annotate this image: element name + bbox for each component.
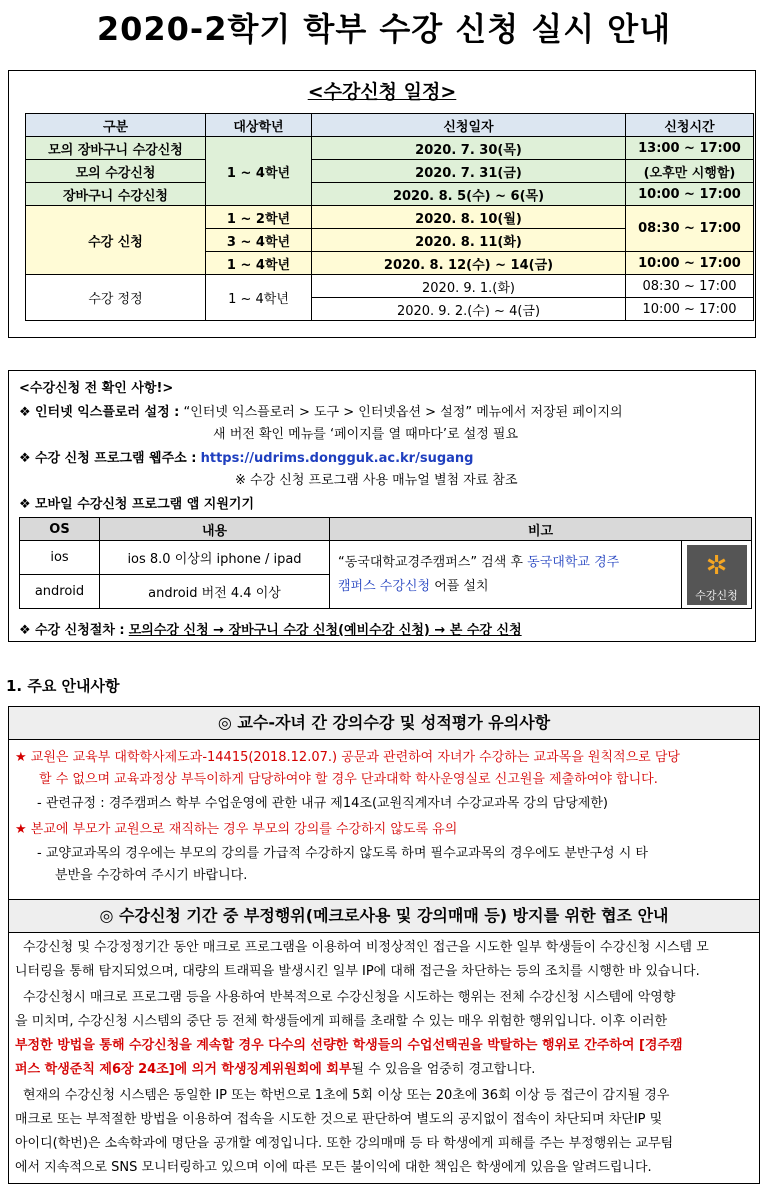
- notice1-a2: 할 수 없으며 교육과정상 부득이하게 담당하여야 할 경우 단과대학 학사운영실로 신고원을 제출하여야 합니다.: [39, 772, 658, 787]
- bullet-icon: ❖: [19, 451, 31, 466]
- os-cell: ios: [20, 541, 100, 575]
- ie-setting-line: [19, 401, 623, 420]
- notice1-b2: - 교양교과목의 경우에는 부모의 강의를 가급적 수강하지 않도록 하며 필수교과목의 경우에도 분반구성 시 타: [37, 846, 648, 861]
- time-cell: 10:00 ~ 17:00: [626, 252, 754, 275]
- desc-cell: android 버전 4.4 이상: [100, 575, 330, 609]
- notice2-p2b: 을 미치며, 수강신청 시스템의 중단 등 전체 학생들에게 피해를 초래할 수 있는 매우 위험한 행위입니다. 이후 이러한: [15, 1014, 668, 1029]
- date-cell: 2020. 8. 11(화): [312, 229, 626, 252]
- header-cell: 신청시간: [626, 114, 754, 137]
- grade-cell: 1 ~ 4학년: [206, 137, 312, 206]
- date-cell: 2020. 7. 30(목): [312, 137, 626, 160]
- schedule-subtitle: <수강신청 일정>: [307, 81, 457, 103]
- mobile-line: [19, 493, 254, 512]
- notice2-p2d-rest: 될 수 있음을 엄중히 경고합니다.: [351, 1062, 536, 1077]
- table-row: [20, 541, 752, 575]
- app-icon-label: 수강신청: [695, 588, 738, 602]
- notice1-a1: 교원은 교육부 대학학사제도과-14415(2018.12.07.) 공문과 관련하여 자녀가 수강하는 교과목을 원칙적으로 담당: [30, 750, 680, 765]
- type-cell: 수강 신청: [26, 206, 206, 275]
- university-logo-icon: ✲: [705, 550, 728, 581]
- date-cell: 2020. 7. 31(금): [312, 160, 626, 183]
- page-title: 2020-2학기 학부 수강 신청 실시 안내: [96, 10, 672, 48]
- notice1-a3: - 관련규정 : 경주캠퍼스 학부 수업운영에 관한 내규 제14조(교원직계자녀 수강교과목 강의 담당제한): [37, 796, 608, 811]
- header-cell: 비고: [330, 518, 752, 541]
- star-icon: ★: [15, 750, 27, 765]
- procedure-label: 수강 신청절차 :: [35, 623, 125, 638]
- date-cell: 2020. 9. 2.(수) ~ 4(금): [312, 298, 626, 321]
- time-cell: (오후만 시행함): [626, 160, 754, 183]
- notice2-p3d: 에서 지속적으로 SNS 모니터링하고 있으며 이에 따른 모든 불이익에 대한 책임은 학생에게 있음을 알려드립니다.: [15, 1160, 652, 1175]
- manual-note: ※ 수강 신청 프로그램 사용 매뉴얼 별첨 자료 참조: [235, 473, 518, 488]
- header-cell: OS: [20, 518, 100, 541]
- time-cell: 08:30 ~ 17:00: [626, 206, 754, 252]
- url-label: 수강 신청 프로그램 웹주소 :: [35, 451, 197, 466]
- table-row: [26, 206, 754, 229]
- bullet-icon: ❖: [19, 623, 31, 638]
- star-icon: ★: [15, 822, 27, 837]
- time-cell: 10:00 ~ 17:00: [626, 183, 754, 206]
- time-cell: 08:30 ~ 17:00: [626, 275, 754, 298]
- type-cell: 장바구니 수강신청: [26, 183, 206, 206]
- header-cell: 대상학년: [206, 114, 312, 137]
- desc-cell: ios 8.0 이상의 iphone / ipad: [100, 541, 330, 575]
- note-cell: [330, 541, 682, 609]
- bullet-icon: ❖: [19, 497, 31, 512]
- date-cell: 2020. 9. 1.(화): [312, 275, 626, 298]
- sugang-app-icon: [687, 545, 747, 605]
- notice2-p2d-red: 퍼스 학생준칙 제6장 24조]에 의거 학생징계위원회에 회부: [15, 1062, 352, 1077]
- notice1-item-b: [15, 819, 457, 841]
- grade-cell: 3 ~ 4학년: [206, 229, 312, 252]
- os-cell: android: [20, 575, 100, 609]
- table-header-row: [20, 518, 752, 541]
- notice1-title: ◎ 교수-자녀 간 강의수강 및 성적평가 유의사항: [9, 707, 759, 740]
- date-cell: 2020. 8. 5(수) ~ 6(목): [312, 183, 626, 206]
- ie-text: “인터넷 익스플로러 > 도구 > 인터넷옵션 > 설정” 메뉴에서 저장된 페이지의: [183, 405, 623, 420]
- notice1-b1: 본교에 부모가 교원으로 재직하는 경우 부모의 강의를 수강하지 않도록 유의: [30, 822, 458, 837]
- app-icon-cell: [682, 541, 752, 609]
- notice2-p3b: 매크로 또는 부적절한 방법을 이용하여 접속을 시도한 것으로 판단하여 별도의 공지없이 접속이 차단되며 차단IP 및: [15, 1112, 663, 1127]
- notice2-p3a: 현재의 수강신청 시스템은 동일한 IP 또는 학번으로 1초에 5회 이상 또는 20초에 36회 이상 등 접근이 감지될 경우: [23, 1088, 670, 1103]
- date-cell: 2020. 8. 12(수) ~ 14(금): [312, 252, 626, 275]
- date-cell: 2020. 8. 10(월): [312, 206, 626, 229]
- bullet-icon: ❖: [19, 405, 31, 420]
- ie-text-cont: 새 버전 확인 메뉴를 ‘페이지를 열 때마다’로 설정 필요: [213, 427, 519, 442]
- sugang-url-link[interactable]: https://udrims.dongguk.ac.kr/sugang: [200, 451, 474, 466]
- grade-cell: 1 ~ 2학년: [206, 206, 312, 229]
- notice2-p2d: [15, 1059, 535, 1081]
- notice1-b3: 분반을 수강하여 주시기 바랍니다.: [55, 868, 248, 883]
- checklist-heading: <수강신청 전 확인 사항!>: [19, 381, 174, 396]
- mobile-label: 모바일 수강신청 프로그램 앱 지원기기: [35, 497, 255, 512]
- notice1-item-a: [15, 747, 755, 769]
- type-cell: 수강 정정: [26, 275, 206, 321]
- notice-box: [8, 706, 760, 1184]
- notice2-p2c: 부정한 방법을 통해 수강신청을 계속할 경우 다수의 선량한 학생들의 수업선택권을 박탈하는 행위로 간주하여 [경주캠: [15, 1038, 683, 1053]
- schedule-box: [8, 70, 756, 338]
- schedule-table: [25, 113, 754, 321]
- notice2-p2a: 수강신청시 매크로 프로그램 등을 사용하여 반복적으로 수강신청을 시도하는 행위는 전체 수강신청 시스템에 악영향: [23, 990, 676, 1005]
- header-cell: 내용: [100, 518, 330, 541]
- section-heading: 1. 주요 안내사항: [6, 677, 120, 695]
- time-cell: 13:00 ~ 17:00: [626, 137, 754, 160]
- type-cell: 모의 수강신청: [26, 160, 206, 183]
- procedure-line: [19, 619, 522, 638]
- table-row: [26, 275, 754, 298]
- ie-label: 인터넷 익스플로러 설정 :: [35, 405, 180, 420]
- notice2-p1b: 니터링을 통해 탐지되었으며, 대량의 트래픽을 발생시킨 일부 IP에 대해 접근을 차단하는 등의 조치를 시행한 바 있습니다.: [15, 964, 700, 979]
- note-text: “동국대학교경주캠퍼스” 검색 후: [338, 554, 523, 570]
- url-line: [19, 447, 473, 466]
- notice2-p3c: 아이디(학번)은 소속학과에 명단을 공개할 예정입니다. 또한 강의매매 등 타 학생에게 피해를 주는 부정행위는 교무팀: [15, 1136, 674, 1151]
- note-text-end: 어플 설치: [434, 578, 489, 594]
- grade-cell: 1 ~ 4학년: [206, 252, 312, 275]
- header-cell: 구분: [26, 114, 206, 137]
- table-row: [26, 137, 754, 160]
- notice2-p1a: 수강신청 및 수강정정기간 동안 매크로 프로그램을 이용하여 비정상적인 접근을 시도한 일부 학생들이 수강신청 시스템 모: [23, 940, 709, 955]
- table-header-row: [26, 114, 754, 137]
- os-table: [19, 517, 752, 609]
- table-row: [26, 183, 754, 206]
- type-cell: 모의 장바구니 수강신청: [26, 137, 206, 160]
- header-cell: 신청일자: [312, 114, 626, 137]
- note-app-name-cont: 캠퍼스 수강신청: [338, 578, 431, 594]
- time-cell: 10:00 ~ 17:00: [626, 298, 754, 321]
- procedure-text: 모의수강 신청 → 장바구니 수강 신청(예비수강 신청) → 본 수강 신청: [128, 623, 522, 638]
- notice2-title: ◎ 수강신청 기간 중 부정행위(메크로사용 및 강의매매 등) 방지를 위한 협조 안내: [9, 899, 759, 933]
- table-row: [26, 160, 754, 183]
- grade-cell: 1 ~ 4학년: [206, 275, 312, 321]
- checklist-box: [8, 370, 756, 642]
- note-app-name: 동국대학교 경주: [527, 554, 620, 570]
